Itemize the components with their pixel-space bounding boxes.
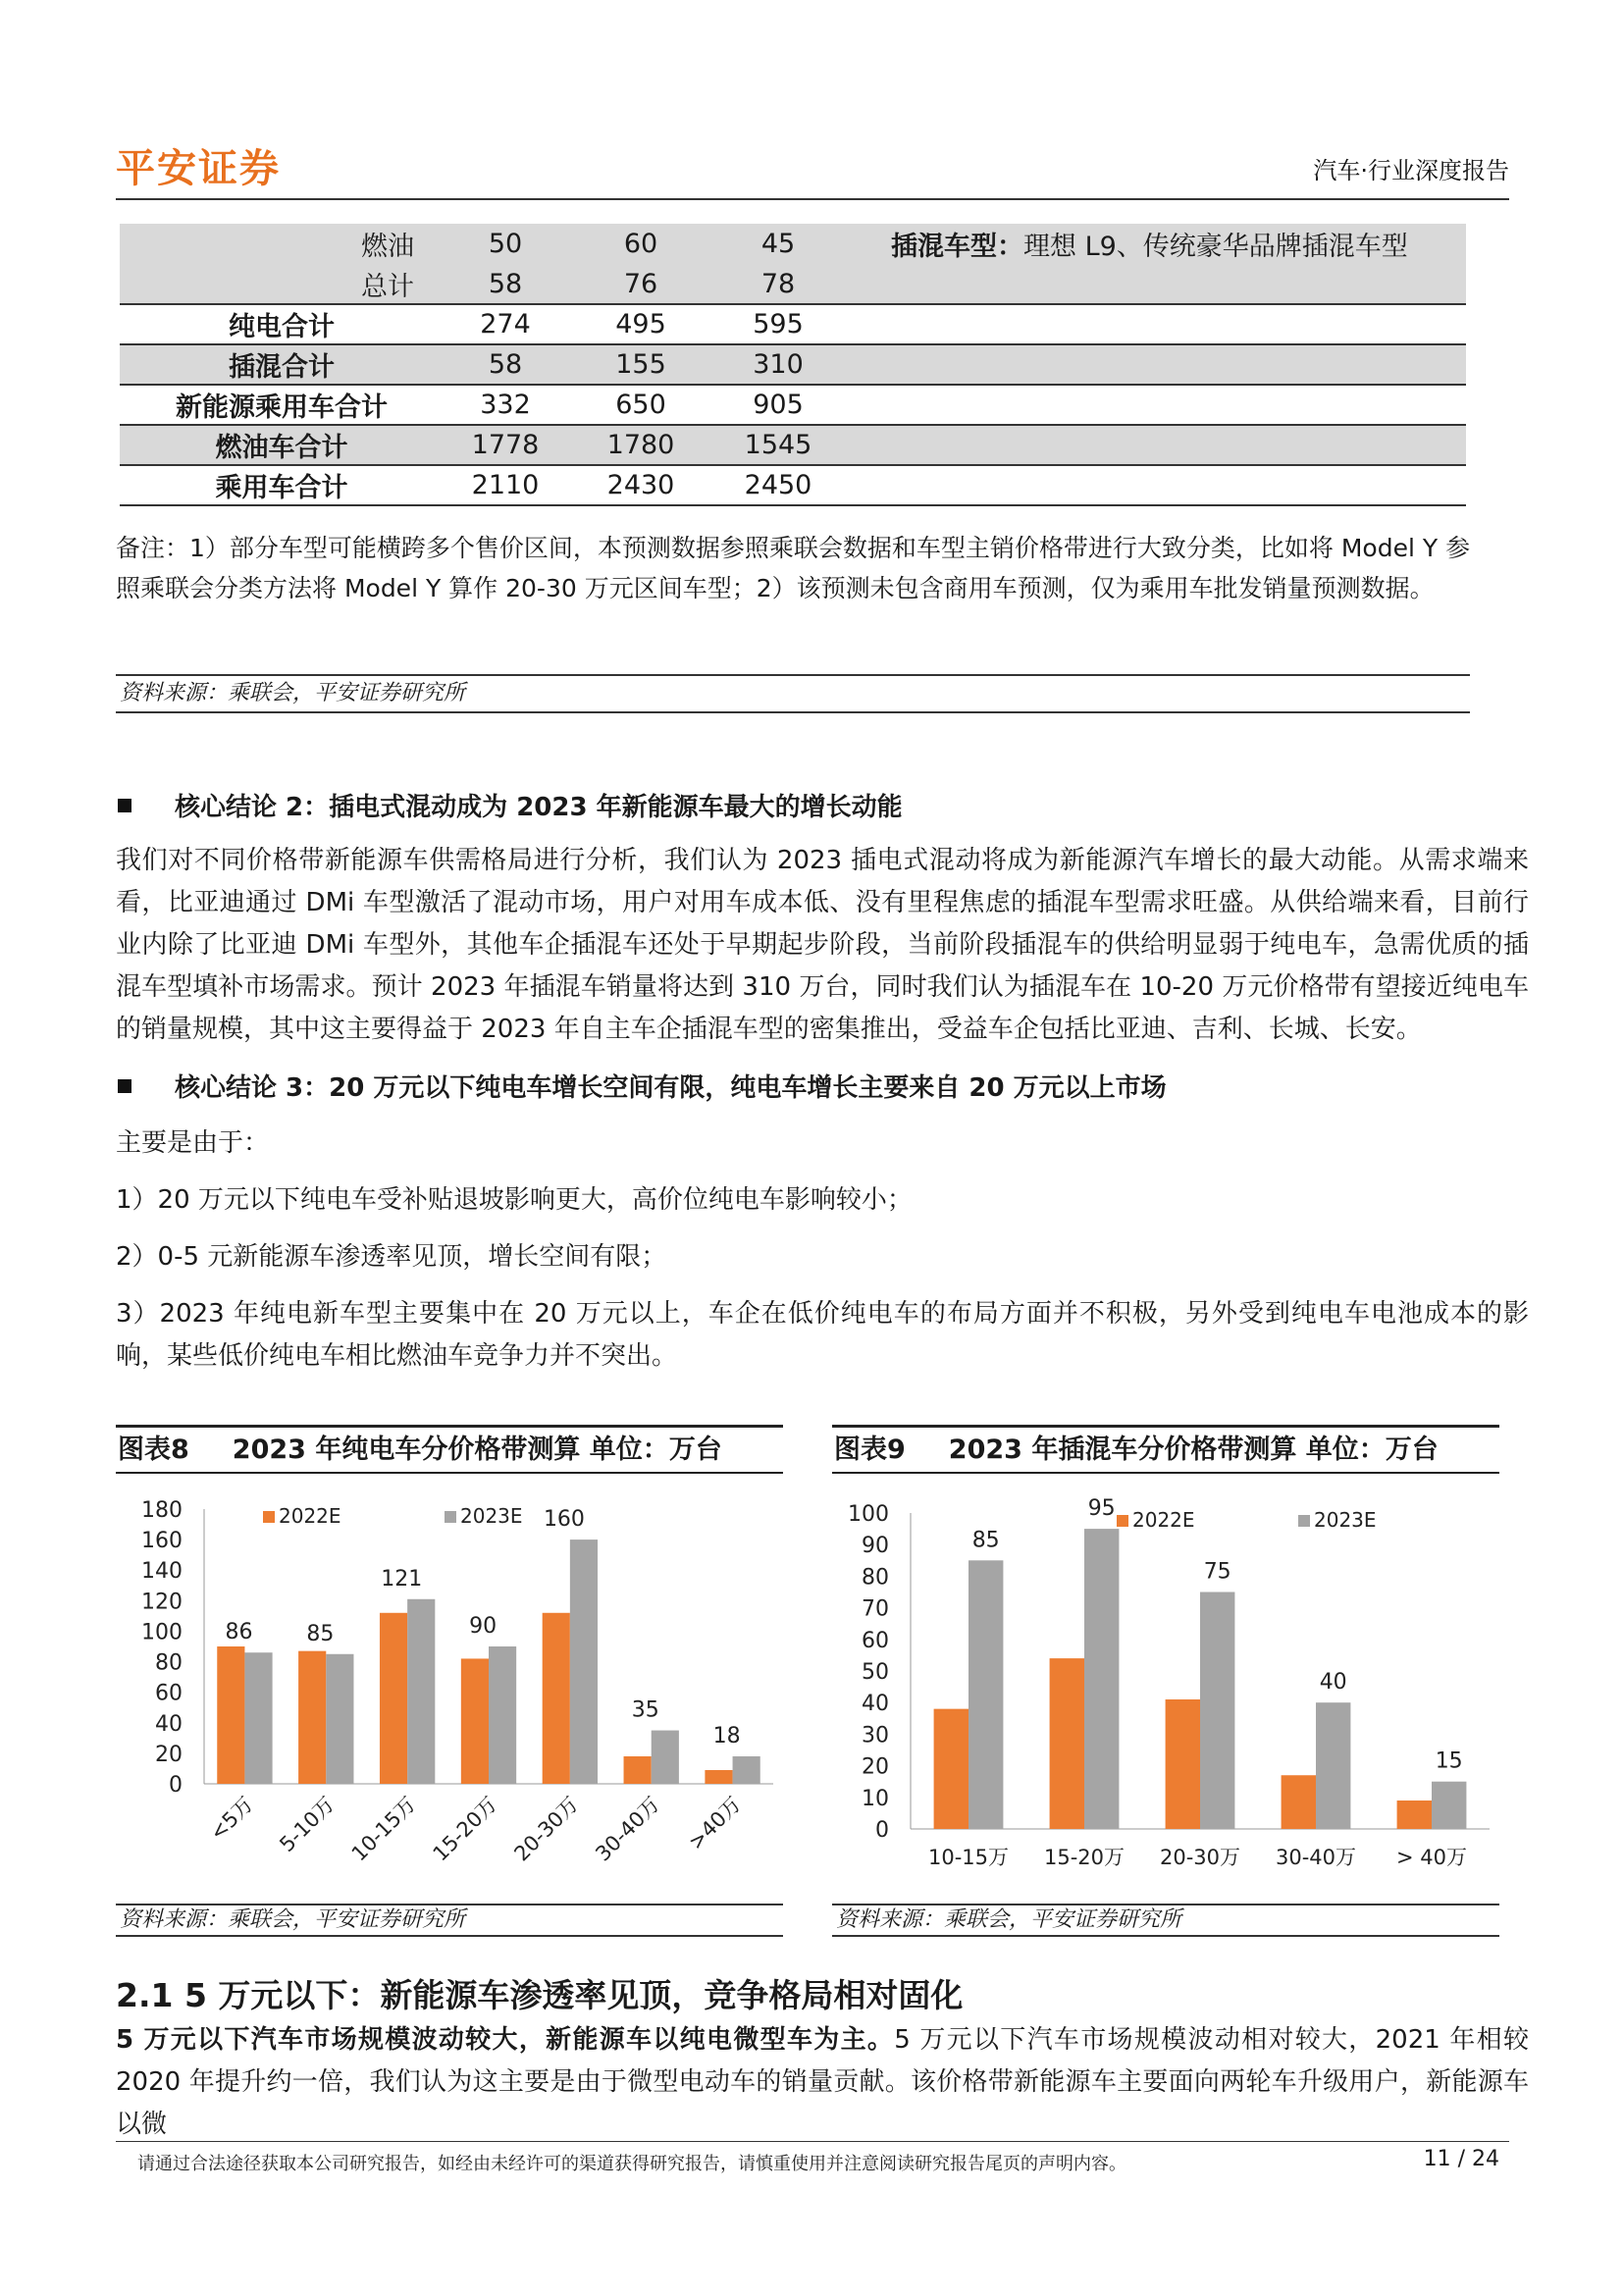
cell-2022: 1780 [567, 425, 714, 465]
conclusion-2-heading [118, 787, 903, 823]
y-tick-label: 180 [141, 1498, 183, 1523]
row-note-text: 理想 L9、传统豪华品牌插混车型 [1023, 232, 1408, 262]
cell-2023: 310 [714, 344, 842, 385]
bar-2023e [407, 1599, 435, 1784]
legend-label: 2022E [279, 1504, 341, 1528]
y-tick-label: 50 [862, 1660, 889, 1685]
conclusion-3-intro: 主要是由于： [116, 1128, 270, 1158]
figure-9-number: 图表9 [834, 1435, 906, 1465]
bar-2022e [1397, 1800, 1432, 1829]
row-label: 总计 [120, 264, 444, 304]
y-tick-label: 140 [141, 1559, 183, 1585]
bar-2022e [934, 1709, 969, 1829]
table-row [120, 465, 1466, 505]
figure-8-source: 资料来源：乘联会，平安证券研究所 [116, 1904, 783, 1937]
cell-2021: 274 [444, 304, 567, 344]
bar-2023e [1084, 1529, 1119, 1829]
bar-2022e [1282, 1775, 1316, 1829]
cell-2023: 45 [714, 224, 842, 264]
x-tick-label: 10-15万 [346, 1792, 421, 1866]
bar-2023e [733, 1756, 760, 1784]
x-tick-label: 20-30万 [1159, 1846, 1241, 1869]
y-tick-label: 30 [862, 1723, 889, 1748]
bar-2022e [217, 1646, 244, 1784]
section-2-1-lead: 5 万元以下汽车市场规模波动较大，新能源车以纯电微型车为主。 [116, 2025, 895, 2055]
x-tick-label: 30-40万 [1275, 1846, 1357, 1869]
x-tick-label: 30-40万 [591, 1792, 665, 1866]
data-label: 35 [631, 1697, 659, 1723]
section-2-1-text: 5 万元以下汽车市场规模波动相对较大，2021 年相较 2020 年提升约一倍，我们认为这主要是由于微型电动车的销量贡献。该价格带新能源车主要面向两轮车升级用户，新能源车以微 [116, 2025, 1529, 2139]
row-label: 新能源乘用车合计 [120, 385, 444, 425]
bullet-square-icon [118, 1079, 131, 1093]
phev-price-band-chart [832, 1478, 1509, 1909]
data-label: 90 [469, 1614, 497, 1639]
bar-2023e [1316, 1702, 1350, 1829]
bar-2023e [1200, 1592, 1234, 1830]
bar-2023e [570, 1539, 598, 1784]
conclusion-2-body: 我们对不同价格带新能源车供需格局进行分析，我们认为 2023 插电式混动将成为新能源汽车增长的最大动能。从需求端来看，比亚迪通过 DMi 车型激活了混动市场，用户对用车成本低、没有里程焦虑的插混车型需求旺盛。从供给端来看，目前行业内除了比亚迪 DMi 车型外，其他车企插混车还处于早期起步阶段，当前阶段插混车的供给明显弱于纯电车，急需优质的插混车型填补市场需求。预计 2023 年插混车销量将达到 310 万台，同时我们认为插混车在 10-20 万元价格带有望接近纯电车的销量规模，其中这主要得益于 2023 年自主车企插混车型的密集推出，受益车企包括比亚迪、吉利、长城、长安。 [116, 846, 1529, 1044]
cell-2021: 50 [444, 224, 567, 264]
y-tick-label: 20 [862, 1754, 889, 1780]
cell-2022: 2430 [567, 465, 714, 505]
cell-2023: 1545 [714, 425, 842, 465]
cell-2022: 60 [567, 224, 714, 264]
legend-swatch [1117, 1515, 1128, 1527]
row-label: 乘用车合计 [120, 465, 444, 505]
page-header [116, 137, 1509, 200]
bar-2022e [298, 1651, 326, 1784]
bullet-square-icon [118, 799, 131, 812]
bar-2023e [244, 1652, 272, 1784]
bar-2023e [652, 1731, 679, 1784]
cell-2021: 1778 [444, 425, 567, 465]
y-tick-label: 60 [862, 1628, 889, 1653]
table-row [120, 264, 1466, 304]
x-tick-label: >40万 [683, 1792, 747, 1854]
cell-2022: 650 [567, 385, 714, 425]
bev-price-band-chart [116, 1478, 793, 1909]
bar-2022e [1050, 1658, 1084, 1829]
figure-9-caption: 2023 年插混车分价格带测算 单位：万台 [948, 1435, 1439, 1465]
y-tick-label: 70 [862, 1596, 889, 1622]
conclusion-2-title: 核心结论 2：插电式混动成为 2023 年新能源车最大的增长动能 [175, 793, 903, 822]
row-label: 燃油 [120, 224, 444, 264]
y-tick-label: 10 [862, 1786, 889, 1811]
bar-2023e [489, 1646, 516, 1784]
y-tick-label: 160 [141, 1529, 183, 1554]
bar-2022e [543, 1613, 570, 1784]
bar-2023e [326, 1654, 353, 1784]
bar-2023e [969, 1560, 1003, 1829]
conclusion-3-title: 核心结论 3：20 万元以下纯电车增长空间有限，纯电车增长主要来自 20 万元以上市场 [175, 1073, 1167, 1103]
y-tick-label: 80 [155, 1650, 183, 1676]
x-tick-label: 5-10万 [275, 1792, 340, 1857]
row-label: 燃油车合计 [120, 425, 444, 465]
x-tick-label: 15-20万 [428, 1792, 502, 1866]
conclusion-3-heading [118, 1068, 1167, 1104]
bar-2022e [624, 1756, 652, 1784]
data-label: 95 [1087, 1496, 1116, 1522]
bar-2023e [1432, 1782, 1466, 1829]
legend-label: 2023E [1314, 1508, 1377, 1532]
y-tick-label: 60 [155, 1681, 183, 1706]
data-label: 18 [712, 1724, 741, 1748]
cell-2023: 2450 [714, 465, 842, 505]
cell-2021: 58 [444, 344, 567, 385]
cell-2021: 58 [444, 264, 567, 304]
y-tick-label: 100 [848, 1502, 889, 1527]
section-2-1-heading: 2.1 5 万元以下：新能源车渗透率见顶，竞争格局相对固化 [116, 1976, 964, 2014]
cell-2022: 155 [567, 344, 714, 385]
data-label: 85 [306, 1621, 335, 1646]
data-label: 40 [1319, 1670, 1347, 1696]
cell-2022: 76 [567, 264, 714, 304]
data-label: 85 [971, 1528, 1000, 1553]
forecast-table [120, 224, 1466, 506]
cell-2022: 495 [567, 304, 714, 344]
company-logo: 平安证券 [116, 146, 281, 191]
bar-2022e [1166, 1699, 1200, 1829]
legend-swatch [263, 1511, 275, 1523]
conclusion-3-point-1: 1）20 万元以下纯电车受补贴退坡影响更大，高价位纯电车影响较小； [116, 1185, 913, 1215]
row-note-bold: 插混车型： [891, 232, 1023, 262]
table-note: 备注：1）部分车型可能横跨多个售价区间，本预测数据参照乘联会数据和车型主销价格带进行大致分类，比如将 Model Y 参照乘联会分类方法将 Model Y 算作 20-30 万元区间车型；2）该预测未包含商用车预测，仅为乘用车批发销量预测数据。 [116, 534, 1471, 602]
report-type: 汽车·行业深度报告 [1313, 157, 1509, 184]
legend-swatch [445, 1511, 456, 1523]
page-footer [116, 2141, 1509, 2174]
y-tick-label: 40 [862, 1692, 889, 1717]
x-tick-label: > 40万 [1396, 1846, 1467, 1869]
footer-disclaimer: 请通过合法途径获取本公司研究报告，如经由未经许可的渠道获得研究报告，请慎重使用并注意阅读研究报告尾页的声明内容。 [137, 2154, 1126, 2174]
y-tick-label: 20 [155, 1742, 183, 1767]
row-label: 纯电合计 [120, 304, 444, 344]
x-tick-label: 10-15万 [927, 1846, 1010, 1869]
conclusion-3-point-2: 2）0-5 元新能源车渗透率见顶，增长空间有限； [116, 1242, 667, 1272]
bar-2022e [705, 1770, 732, 1784]
y-tick-label: 80 [862, 1565, 889, 1591]
row-label: 插混合计 [120, 344, 444, 385]
figure-9-source: 资料来源：乘联会，平安证券研究所 [832, 1904, 1499, 1937]
x-tick-label: 15-20万 [1043, 1846, 1126, 1869]
bar-2022e [461, 1658, 489, 1784]
cell-2023: 595 [714, 304, 842, 344]
figure-8-title [116, 1425, 783, 1474]
section-2-1-body [116, 2019, 1529, 2146]
table-row [120, 385, 1466, 425]
data-label: 15 [1435, 1748, 1463, 1774]
page-number: 11 / 24 [1423, 2147, 1499, 2171]
figure-9-title [832, 1425, 1499, 1474]
data-label: 160 [543, 1507, 585, 1533]
table-row [120, 224, 1466, 264]
table-row [120, 425, 1466, 465]
row-note [842, 264, 1466, 304]
table-row [120, 344, 1466, 385]
cell-2021: 332 [444, 385, 567, 425]
figure-8-number: 图表8 [118, 1435, 189, 1465]
cell-2021: 2110 [444, 465, 567, 505]
y-tick-label: 0 [875, 1818, 889, 1843]
y-tick-label: 40 [155, 1711, 183, 1737]
conclusion-3-point-3: 3）2023 年纯电新车型主要集中在 20 万元以上，车企在低价纯电车的布局方面并不积极，另外受到纯电车电池成本的影响，某些低价纯电车相比燃油车竞争力并不突出。 [116, 1299, 1529, 1371]
table-source: 资料来源：乘联会，平安证券研究所 [116, 674, 1470, 713]
y-tick-label: 0 [169, 1773, 183, 1798]
y-tick-label: 120 [141, 1590, 183, 1615]
legend-label: 2022E [1132, 1508, 1195, 1532]
table-row [120, 304, 1466, 344]
cell-2023: 905 [714, 385, 842, 425]
y-tick-label: 100 [141, 1620, 183, 1645]
row-note [842, 224, 1466, 264]
data-label: 75 [1203, 1559, 1231, 1585]
x-tick-label: 20-30万 [509, 1792, 584, 1866]
legend-label: 2023E [460, 1504, 523, 1528]
x-tick-label: <5万 [205, 1792, 258, 1846]
cell-2023: 78 [714, 264, 842, 304]
legend-swatch [1298, 1515, 1310, 1527]
data-label: 86 [225, 1620, 253, 1645]
data-label: 121 [381, 1566, 423, 1592]
y-tick-label: 90 [862, 1534, 889, 1559]
figure-8-caption: 2023 年纯电车分价格带测算 单位：万台 [232, 1435, 722, 1465]
bar-2022e [380, 1613, 407, 1784]
